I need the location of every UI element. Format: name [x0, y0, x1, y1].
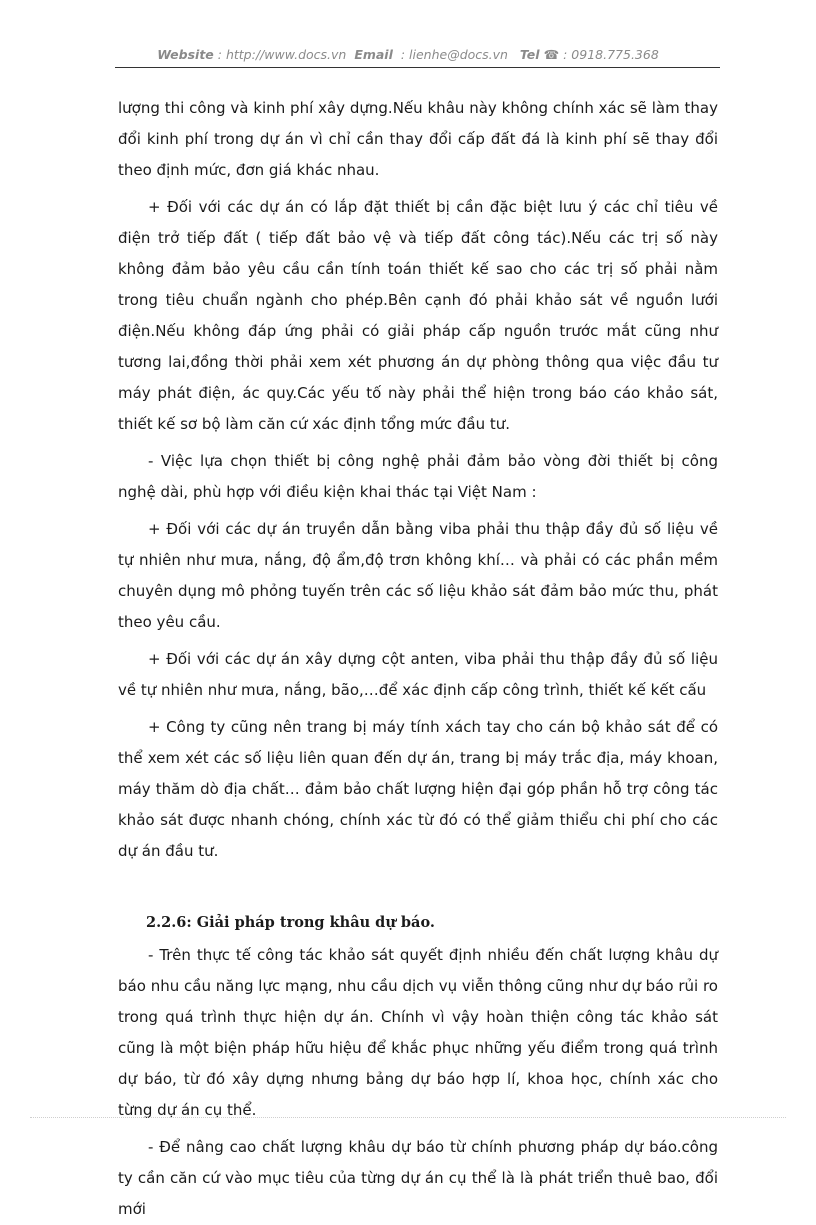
paragraph: + Đối với các dự án truyền dẫn bằng viba phải thu thập đầy đủ số liệu về tự nhiên như mưa, nắng, độ ẩm,độ trơn không khí… và phải có các phần mềm chuyên dụng mô phỏng tuyến trên các số liệu khảo sát đảm bảo mức thu, phát theo yêu cầu. [118, 520, 718, 631]
paragraph: - Trên thực tế công tác khảo sát quyết định nhiều đến chất lượng khâu dự báo nhu cầu năng lực mạng, nhu cầu dịch vụ viễn thông cũng như dự báo rủi ro trong quá trình thực hiện dự án. Chính vì vậy hoàn thiện công tác khảo sát cũng là một biện pháp hữu hiệu để khắc phục những yếu điểm trong quá trình dự báo, từ đó xây dựng nhưng bảng dự báo hợp lí, khoa học, chính xác cho từng dự án cụ thể. [118, 946, 718, 1119]
paragraph: + Đối với các dự án xây dựng cột anten, viba phải thu thập đầy đủ số liệu về tự nhiên như mưa, nắng, bão,…để xác định cấp công trình, thiết kế kết cấu [118, 650, 718, 699]
website-value[interactable]: : http://www.docs.vn [217, 47, 347, 62]
document-body [118, 93, 718, 1225]
paragraph: - Việc lựa chọn thiết bị công nghệ phải đảm bảo vòng đời thiết bị công nghệ dài, phù hợp với điều kiện khai thác tại Việt Nam : [118, 452, 718, 501]
header-divider [115, 67, 720, 68]
paragraph: + Đối với các dự án có lắp đặt thiết bị cần đặc biệt lưu ý các chỉ tiêu về điện trở tiếp đất ( tiếp đất bảo vệ và tiếp đất công tác).Nếu các trị số này không đảm bảo yêu cầu cần tính toán thiết kế sao cho các trị số phải nằm trong tiêu chuẩn ngành cho phép.Bên cạnh đó phải khảo sát về nguồn lưới điện.Nếu không đáp ứng phải có giải pháp cấp nguồn trước mắt cũng như tương lai,đồng thời phải xem xét phương án dự phòng thông qua việc đầu tư máy phát điện, ác quy.Các yếu tố này phải thể hiện trong báo cáo khảo sát, thiết kế sơ bộ làm căn cứ xác định tổng mức đầu tư. [118, 198, 718, 433]
footer-divider [30, 1117, 786, 1118]
paragraph: - Để nâng cao chất lượng khâu dự báo từ chính phương pháp dự báo.công ty cần căn cứ vào mục tiêu của từng dự án cụ thể là là phát triển thuê bao, đổi mới [118, 1138, 718, 1218]
website-label: Website [157, 47, 214, 62]
page-header [0, 47, 816, 62]
email-value[interactable]: : lienhe@docs.vn [400, 47, 508, 62]
tel-value: : 0918.775.368 [563, 47, 659, 62]
tel-label: Tel [519, 47, 540, 62]
email-label: Email [354, 47, 393, 62]
telephone-icon: ☎ [543, 47, 560, 62]
section-heading: 2.2.6: Giải pháp trong khâu dự báo. [146, 914, 435, 931]
paragraph: + Công ty cũng nên trang bị máy tính xách tay cho cán bộ khảo sát để có thể xem xét các số liệu liên quan đến dự án, trang bị máy trắc địa, máy khoan, máy thăm dò địa chất… đảm bảo chất lượng hiện đại góp phần hỗ trợ công tác khảo sát được nhanh chóng, chính xác từ đó có thể giảm thiểu chi phí cho các dự án đầu tư. [118, 718, 718, 860]
paragraph: lượng thi công và kinh phí xây dựng.Nếu khâu này không chính xác sẽ làm thay đổi kinh phí trong dự án vì chỉ cần thay đổi cấp đất đá là kinh phí sẽ thay đổi theo định mức, đơn giá khác nhau. [118, 99, 718, 179]
